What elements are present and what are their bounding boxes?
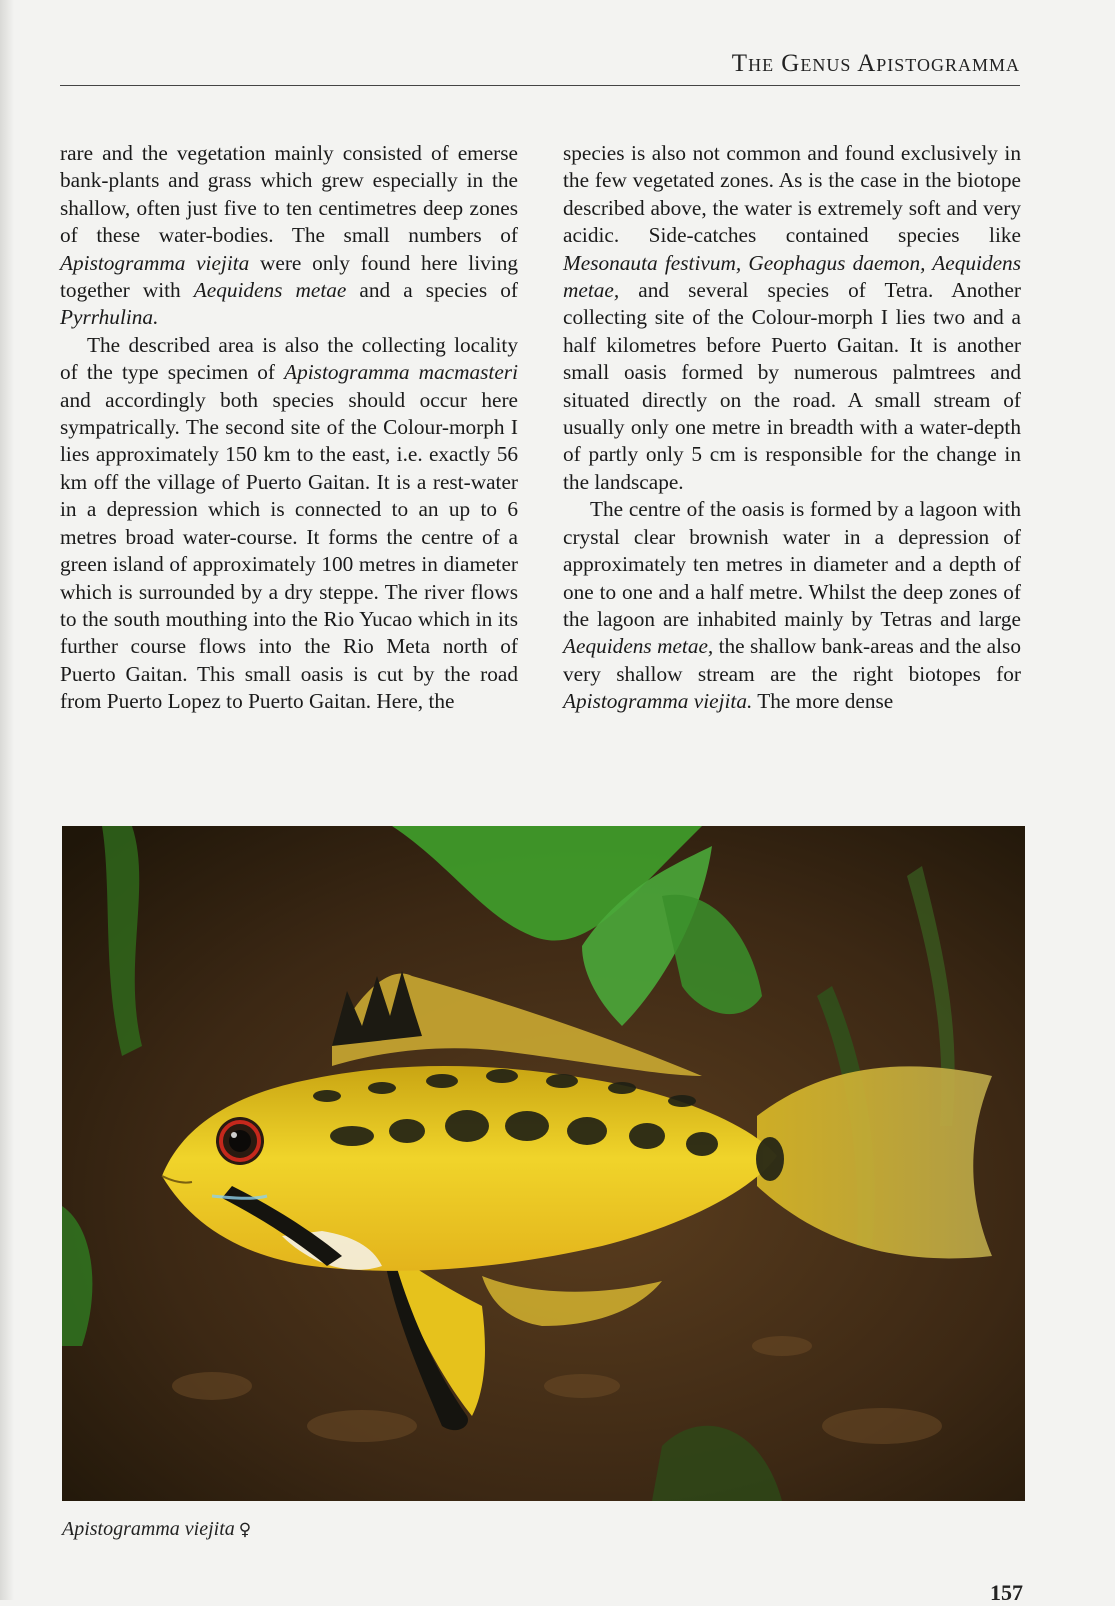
italic-run: Pyrrhulina. bbox=[60, 305, 159, 330]
italic-run: Apistogramma macmasteri bbox=[284, 360, 518, 385]
caption-text: Apistogramma viejita bbox=[62, 1518, 235, 1540]
text-run: the shallow bank-areas and the also very shallow stream are the right biotopes for bbox=[563, 634, 1021, 686]
text-run: The centre of the oasis is formed by a lagoon with crystal clear brownish water in a depression of approximately ten metres in diameter and a depth of one to one and a half metre. Whilst the deep zones of the lagoon are inhabited mainly by Tetras and large bbox=[563, 497, 1021, 631]
italic-run: Aequidens metae bbox=[193, 278, 347, 303]
text-run: and accordingly both species should occur here sympatrically. The second site of the Colour-morph I lies approximately 150 km to the east, i.e. exactly 56 km off the village of Puerto Gaitan. It is a rest-water in a depression which is connected to an up to 6 metres broad water-course. It forms the centre of a green island of approximately 100 metres in diameter which is surrounded by a dry steppe. The river flows to the south mouthing into the Rio Yucao which in its further course flows into the Rio Meta north of Puerto Gaitan. This small oasis is cut by the road from Puerto Lopez to Puerto Gaitan. Here, the bbox=[60, 387, 518, 714]
left-paragraph-1 bbox=[60, 140, 518, 332]
text-run: were only found here living together with bbox=[60, 250, 519, 303]
right-paragraph-1 bbox=[563, 140, 1021, 496]
left-text-column bbox=[60, 140, 518, 716]
header-rule bbox=[60, 85, 1020, 86]
right-text-column bbox=[563, 140, 1021, 716]
fish-illustration bbox=[62, 826, 1025, 1501]
text-run: The described area is also the collecting locality of the type specimen of bbox=[60, 332, 518, 385]
text-run: The more dense bbox=[752, 689, 894, 714]
italic-run: Mesonauta festivum, Geophagus daemon, Aequidens metae, bbox=[563, 250, 1021, 303]
female-symbol-icon: ♀ bbox=[238, 1520, 252, 1540]
page-number: 157 bbox=[990, 1580, 1023, 1605]
italic-run: Apistogramma viejita. bbox=[563, 689, 753, 714]
text-run: rare and the vegetation mainly consisted of emerse bank-plants and grass which grew especially in the shallow, often just five to ten centimetres deep zones of these water-bodies. The small numbers of bbox=[60, 141, 518, 248]
text-run: and several species of Tetra. Another collecting site of the Colour-morph I lies two and a half kilometres before Puerto Gaitan. It is another small oasis formed by numerous palmtrees and situated directly on the road. A small stream of usually only one metre in breadth with a water-depth of partly only 5 cm is responsible for the change in the landscape. bbox=[563, 278, 1021, 494]
text-run: and a species of bbox=[346, 278, 518, 303]
left-paragraph-2 bbox=[60, 332, 518, 716]
text-run: species is also not common and found exclusively in the few vegetated zones. As is the case in the biotope described above, the water is extremely soft and very acidic. Side-catches contained species like bbox=[563, 141, 1021, 248]
figure-caption bbox=[62, 1518, 251, 1541]
right-paragraph-2 bbox=[563, 496, 1021, 715]
page-edge-shadow bbox=[0, 0, 14, 1600]
italic-run: Apistogramma viejita bbox=[60, 250, 250, 275]
running-head: The Genus Apistogramma bbox=[731, 50, 1020, 77]
italic-run: Aequidens metae, bbox=[563, 634, 714, 659]
fish-photograph bbox=[62, 826, 1025, 1501]
